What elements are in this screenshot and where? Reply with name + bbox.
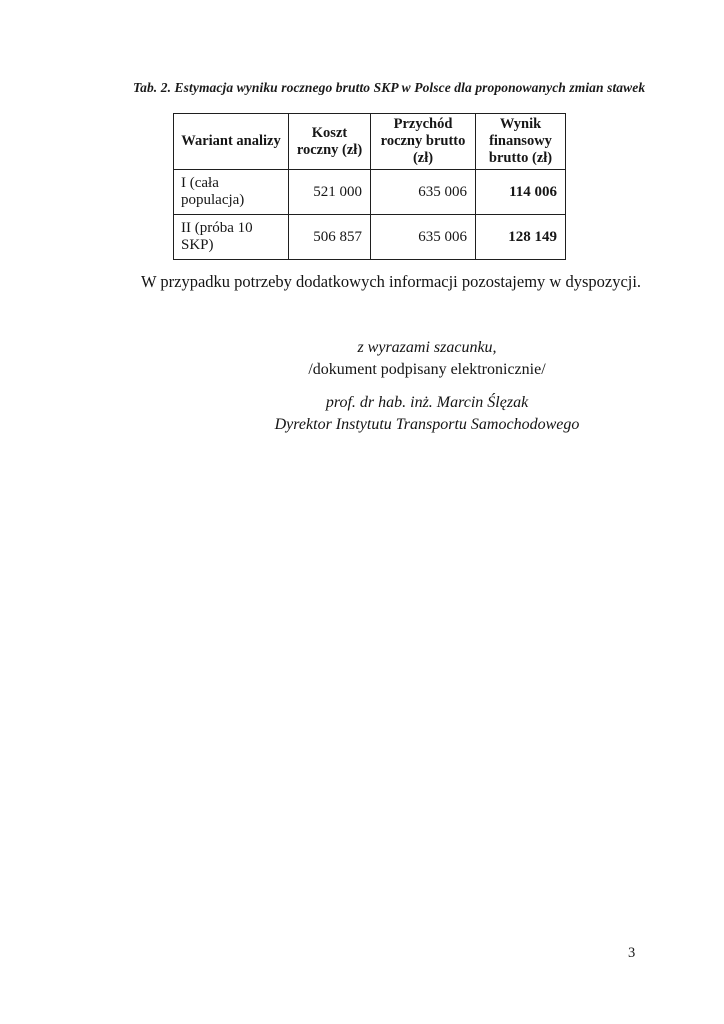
cell-variant-2-wynik: 128 149 xyxy=(476,215,566,260)
cell-variant-2-przychod: 635 006 xyxy=(371,215,476,260)
results-table xyxy=(173,113,566,260)
page-number: 3 xyxy=(628,945,636,961)
table-row-variant-1 xyxy=(174,170,566,215)
table-header-row xyxy=(174,114,566,170)
cell-variant-1-przychod: 635 006 xyxy=(371,170,476,215)
electronic-signature-note: /dokument podpisany elektronicznie/ xyxy=(308,361,546,378)
cell-variant-2-koszt: 506 857 xyxy=(289,215,371,260)
closing-block xyxy=(130,337,724,436)
table-row-variant-2 xyxy=(174,215,566,260)
header-wariant-analizy: Wariant analizy xyxy=(174,114,289,170)
header-wynik-finansowy-brutto: Wynik finansowy brutto (zł) xyxy=(476,114,566,170)
cell-variant-2-name: II (próba 10 SKP) xyxy=(174,215,289,260)
salutation-line: z wyrazami szacunku, xyxy=(357,339,497,356)
table-caption: Tab. 2. Estymacja wyniku rocznego brutto SKP w Polsce dla proponowanych zmian stawek xyxy=(133,80,646,95)
header-koszt-roczny: Koszt roczny (zł) xyxy=(289,114,371,170)
cell-variant-1-name: I (cała populacja) xyxy=(174,170,289,215)
header-przychod-roczny-brutto: Przychód roczny brutto (zł) xyxy=(371,114,476,170)
cell-variant-1-koszt: 521 000 xyxy=(289,170,371,215)
signer-name: prof. dr hab. inż. Marcin Ślęzak xyxy=(325,394,529,411)
signer-title: Dyrektor Instytutu Transportu Samochodowego xyxy=(274,416,580,433)
body-paragraph: W przypadku potrzeby dodatkowych informacji pozostajemy w dyspozycji. xyxy=(141,272,642,291)
cell-variant-1-wynik: 114 006 xyxy=(476,170,566,215)
